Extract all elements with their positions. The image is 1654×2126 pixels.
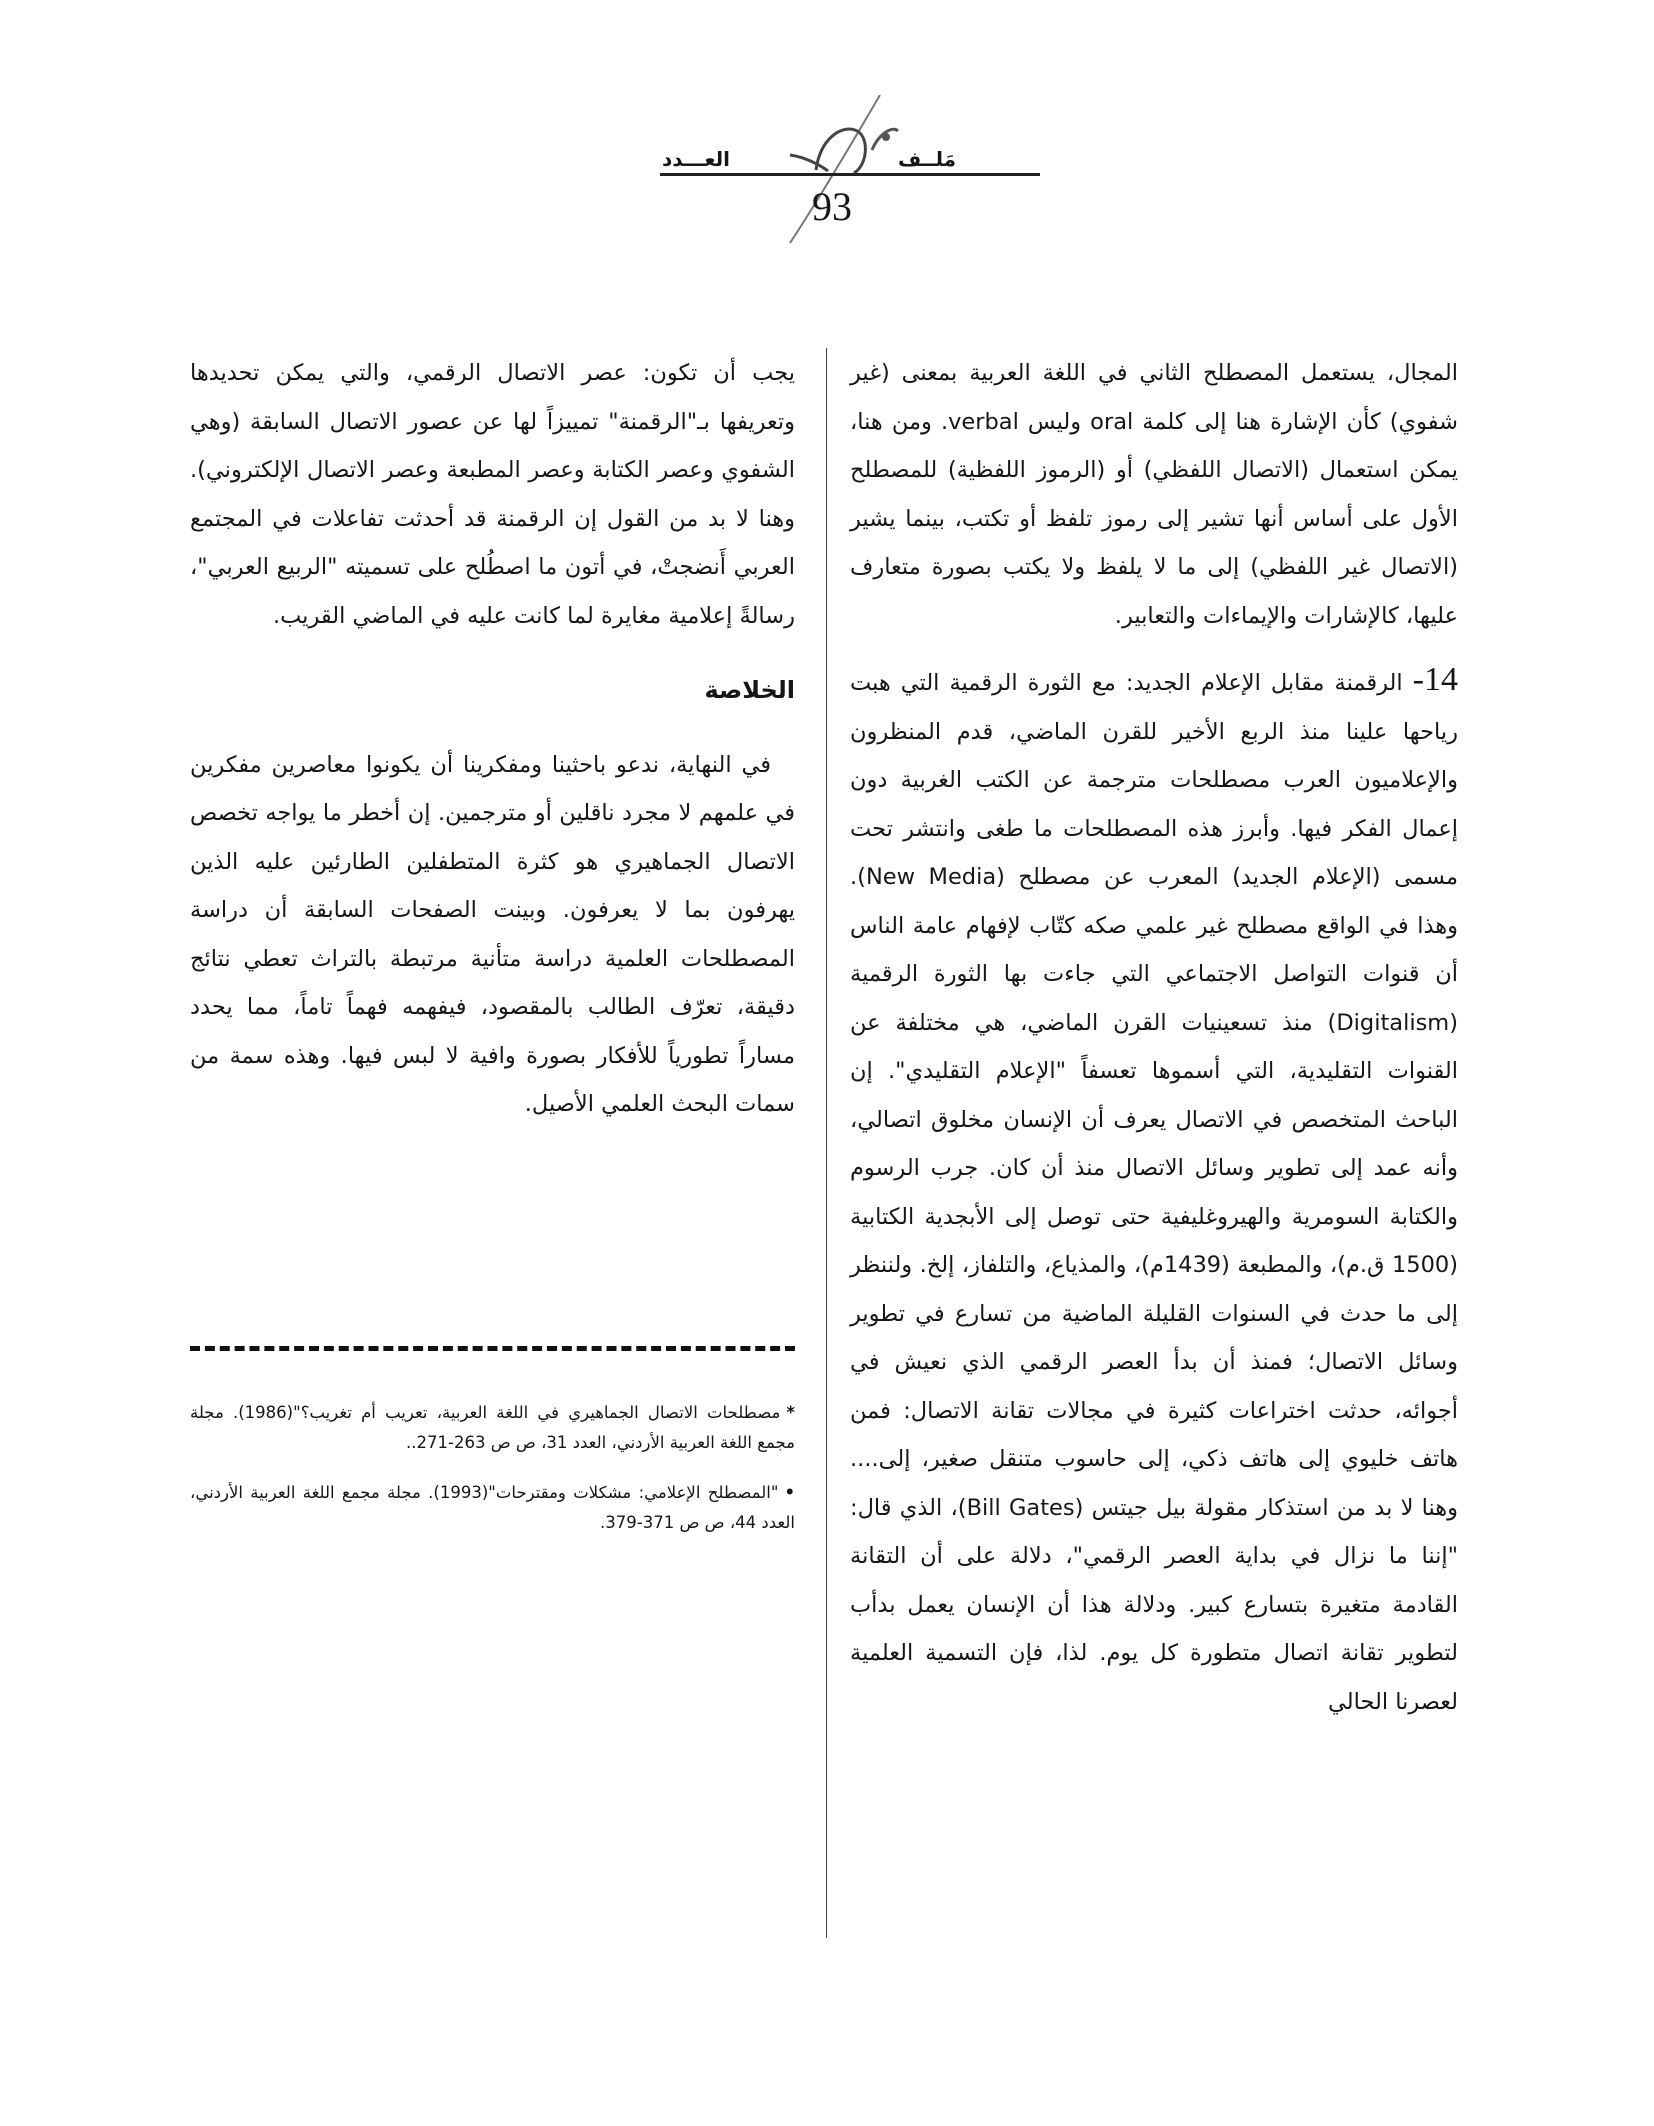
paragraph: المجال، يستعمل المصطلح الثاني في اللغة العربية بمعنى (غير شفوي) كأن الإشارة هنا إلى كلمة oral وليس verbal. ومن هنا، يمكن استعمال (الاتصال اللفظي) أو (الرموز اللفظية) للمصطلح الأول على أساس أنها تشير إلى رموز تلفظ أو تكتب، بينما يشير (الاتصال غير اللفظي) إلى ما لا يلفظ ولا يكتب بصورة متعارف عليها، كالإشارات والإيماءات والتعابير. [850,360,1458,629]
left-column [190,349,795,1129]
paragraph: يجب أن تكون: عصر الاتصال الرقمي، والتي يمكن تحديدها وتعريفها بـ"الرقمنة" تمييزاً لها عن عصور الاتصال السابقة (وهي الشفوي وعصر الكتابة وعصر المطبعة وعصر الاتصال الإلكتروني). وهنا لا بد من القول إن الرقمنة قد أحدثت تفاعلات في المجتمع العربي أَنضجتْ، في أتون ما اصطُلح على تسميته "الربيع العربي"، رسالةً إعلامية مغايرة لما كانت عليه في الماضي القريب. [190,360,795,629]
right-column [850,349,1458,1726]
conclusion-paragraph: في النهاية، ندعو باحثينا ومفكرينا أن يكونوا معاصرين مفكرين في علمهم لا مجرد ناقلين أو مترجمين. إن أخطر ما يواجه تخصص الاتصال الجماهيري هو كثرة المتطفلين الطارئين عليه الذين يهرفون بما لا يعرفون. وبينت الصفحات السابقة أن دراسة المصطلحات العلمية دراسة متأنية مرتبطة بالتراث تعطي نتائج دقيقة، تعرّف الطالب بالمقصود، فيفهمه فهماً تاماً، مما يحدد مساراً تطورياً للأفكار بصورة وافية لا لبس فيها. وهذه سمة من سمات البحث العلمي الأصيل. [190,751,795,1117]
footnote [190,1398,795,1458]
page-number: 93 [812,184,852,229]
header-rule [660,173,1040,176]
footnote-text: مصطلحات الاتصال الجماهيري في اللغة العربية، تعريب أم تغريب؟"(1986). مجلة مجمع اللغة العربية الأردني، العدد 31، ص ص 263-271.. [190,1403,795,1452]
footnote-text: "المصطلح الإعلامي: مشكلات ومقترحات"(1993). مجلة مجمع اللغة العربية الأردني، العدد 44، ص ص 371-379. [190,1483,795,1532]
paragraph-item-14 [850,656,1458,1726]
issue-label: العـــدد [662,147,730,171]
item-text: الرقمنة مقابل الإعلام الجديد: مع الثورة الرقمية التي هبت رياحها علينا منذ الربع الأخير للقرن الماضي، قدم المنظرون والإعلاميون العرب مصطلحات مترجمة عن الكتب الغربية دون إعمال الفكر فيها. وأبرز هذه المصطلحات ما طغى وانتشر تحت مسمى (الإعلام الجديد) المعرب عن مصطلح (New Media). وهذا في الواقع مصطلح غير علمي صكه كتّاب لإفهام عامة الناس أن قنوات التواصل الاجتماعي التي جاءت بها الثورة الرقمية (Digitalism) منذ تسعينيات القرن الماضي، هي مختلفة عن القنوات التقليدية، التي أسموها تعسفاً "الإعلام التقليدي". إن الباحث المتخصص في الاتصال يعرف أن الإنسان مخلوق اتصالي، وأنه عمد إلى تطوير وسائل الاتصال منذ أن كان. جرب الرسوم والكتابة السومرية والهيروغليفية حتى توصل إلى الأبجدية الكتابية (1500 ق.م)، والمطبعة (1439م)، والمذياع، والتلفاز، إلخ. ولننظر إلى ما حدث في السنوات القليلة الماضية من تسارع في تطوير وسائل الاتصال؛ فمنذ أن بدأ العصر الرقمي الذي نعيش في أجوائه، حدثت اختراعات كثيرة في مجالات تقانة الاتصال: فمن هاتف خليوي إلى هاتف ذكي، إلى حاسوب متنقل صغير، إلى.... وهنا لا بد من استذكار مقولة بيل جيتس (Bill Gates)، الذي قال: "إننا ما نزال في بداية العصر الرقمي"، دلالة على أن التقانة القادمة متغيرة بتسارع كبير. ودلالة هذا أن الإنسان يعمل بدأب لتطوير تقانة اتصال متطورة كل يوم. لذا، فإن التسمية العلمية لعصرنا الحالي [850,670,1458,1715]
footnotes [190,1398,795,1558]
footnote-separator [190,1346,795,1351]
item-number: 14- [1412,661,1458,698]
footnote-mark: * [786,1403,795,1422]
section-label: مَلــف [898,147,957,171]
section-heading: الخلاصة [704,676,795,704]
column-divider [826,348,827,1938]
footnote [190,1478,795,1538]
page-header [640,95,1060,245]
footnote-mark: • [784,1483,795,1502]
